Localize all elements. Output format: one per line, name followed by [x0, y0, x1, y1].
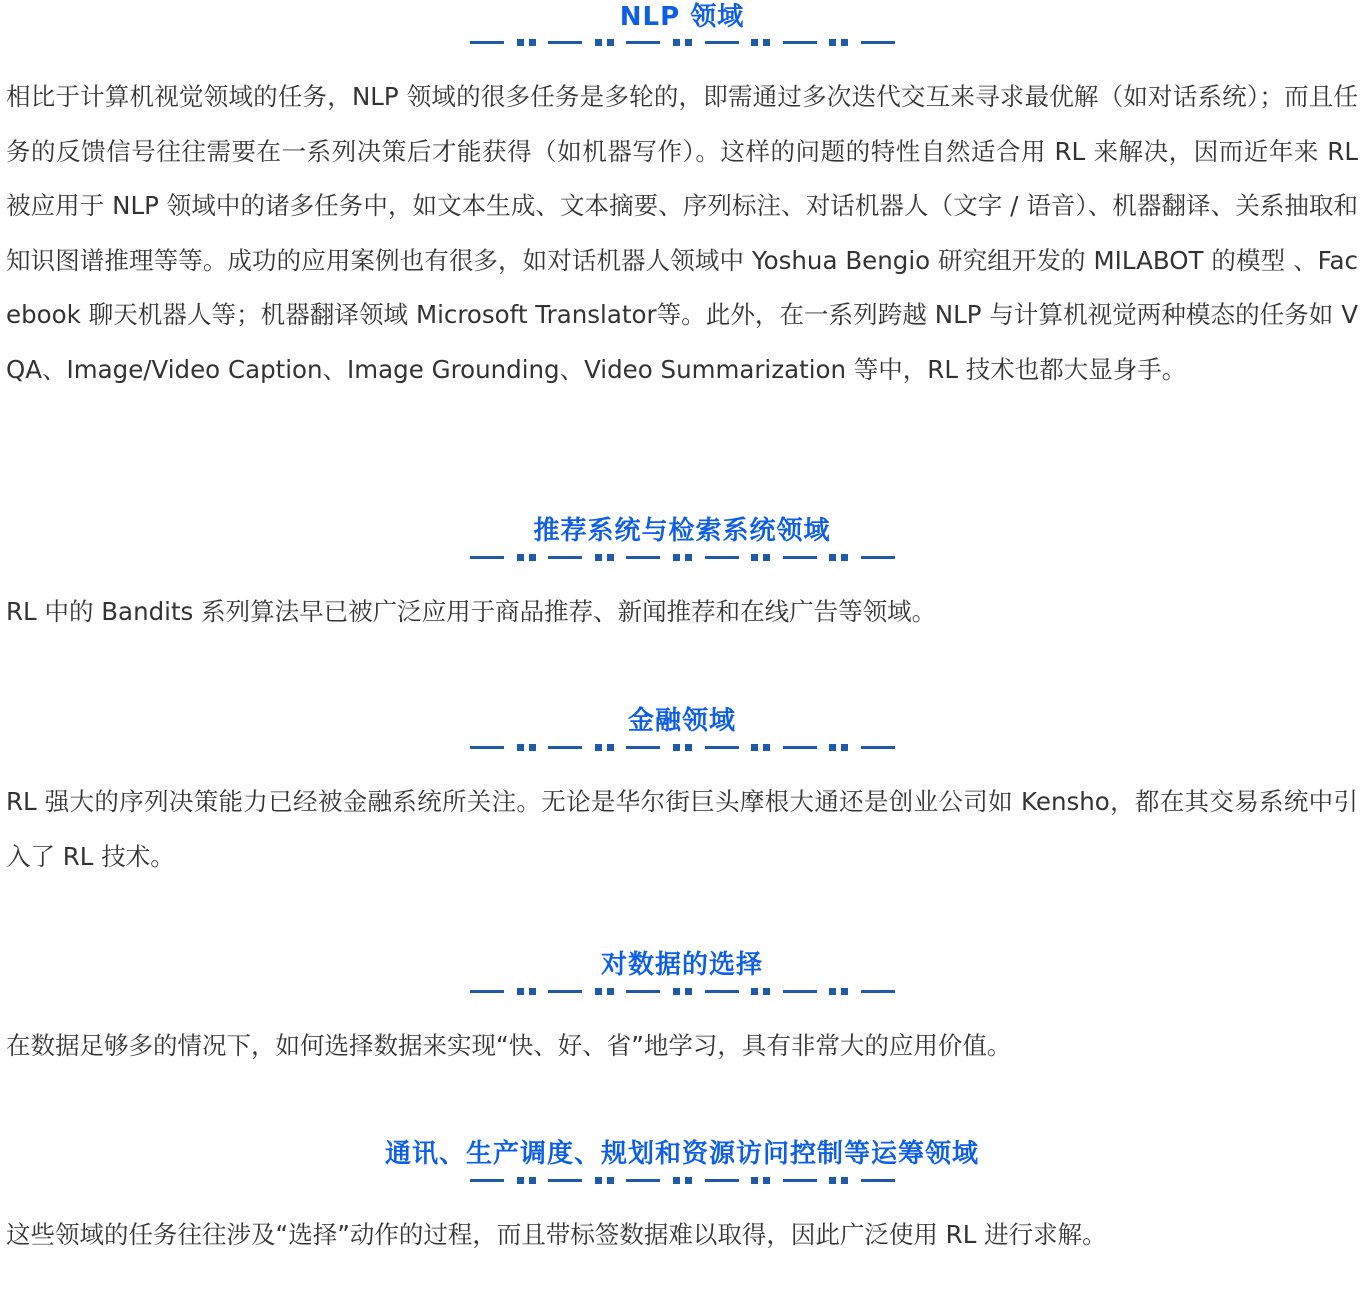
section-body-operations-research: 这些领域的任务往往涉及“选择”动作的过程，而且带标签数据难以取得，因此广泛使用 RL 进行求解。 — [6, 1220, 1107, 1249]
section-title-finance: 金融领域 — [627, 706, 736, 736]
section-title-recommendation: 推荐系统与检索系统领域 — [533, 516, 831, 546]
section-divider — [470, 38, 895, 46]
section-body-data-selection: 在数据足够多的情况下，如何选择数据来实现“快、好、省”地学习，具有非常大的应用价值。 — [6, 1031, 1012, 1060]
section-body-finance: RL 强大的序列决策能力已经被金融系统所关注。无论是华尔街巨头摩根大通还是创业公司如 Kensho，都在其交易系统中引入了 RL 技术。 — [6, 787, 1358, 871]
section-title-operations-research: 通讯、生产调度、规划和资源访问控制等运筹领域 — [384, 1139, 979, 1169]
section-divider — [470, 743, 895, 751]
section-divider — [470, 1176, 895, 1184]
section-body-nlp: 相比于计算机视觉领域的任务，NLP 领域的很多任务是多轮的，即需通过多次迭代交互来寻求最优解（如对话系统）；而且任务的反馈信号往往需要在一系列决策后才能获得（如机器写作）。这样的问题的特性自然适合用 RL 来解决，因而近年来 RL 被应用于 NLP 领域中的诸多任务中，如文本生成、文本摘要、序列标注、对话机器人（文字 / 语音）、机器翻译、关系抽取和知识图谱推理等等。成功的应用案例也有很多，如对话机器人领域中 Yoshua Bengio 研究组开发的 MILABOT 的模型 、Facebook 聊天机器人等；机器翻译领域 Microsoft Translator等。此外，在一系列跨越 NLP 与计算机视觉两种模态的任务如 VQA、Image/Video Caption、Image Grounding、Video Summarization 等中，RL 技术也都大显身手。 — [6, 82, 1358, 384]
section-divider — [470, 987, 895, 995]
section-divider — [470, 553, 895, 561]
section-body-recommendation: RL 中的 Bandits 系列算法早已被广泛应用于商品推荐、新闻推荐和在线广告等领域。 — [6, 597, 937, 626]
section-title-nlp: NLP 领域 — [619, 2, 745, 32]
section-title-data-selection: 对数据的选择 — [600, 950, 763, 980]
